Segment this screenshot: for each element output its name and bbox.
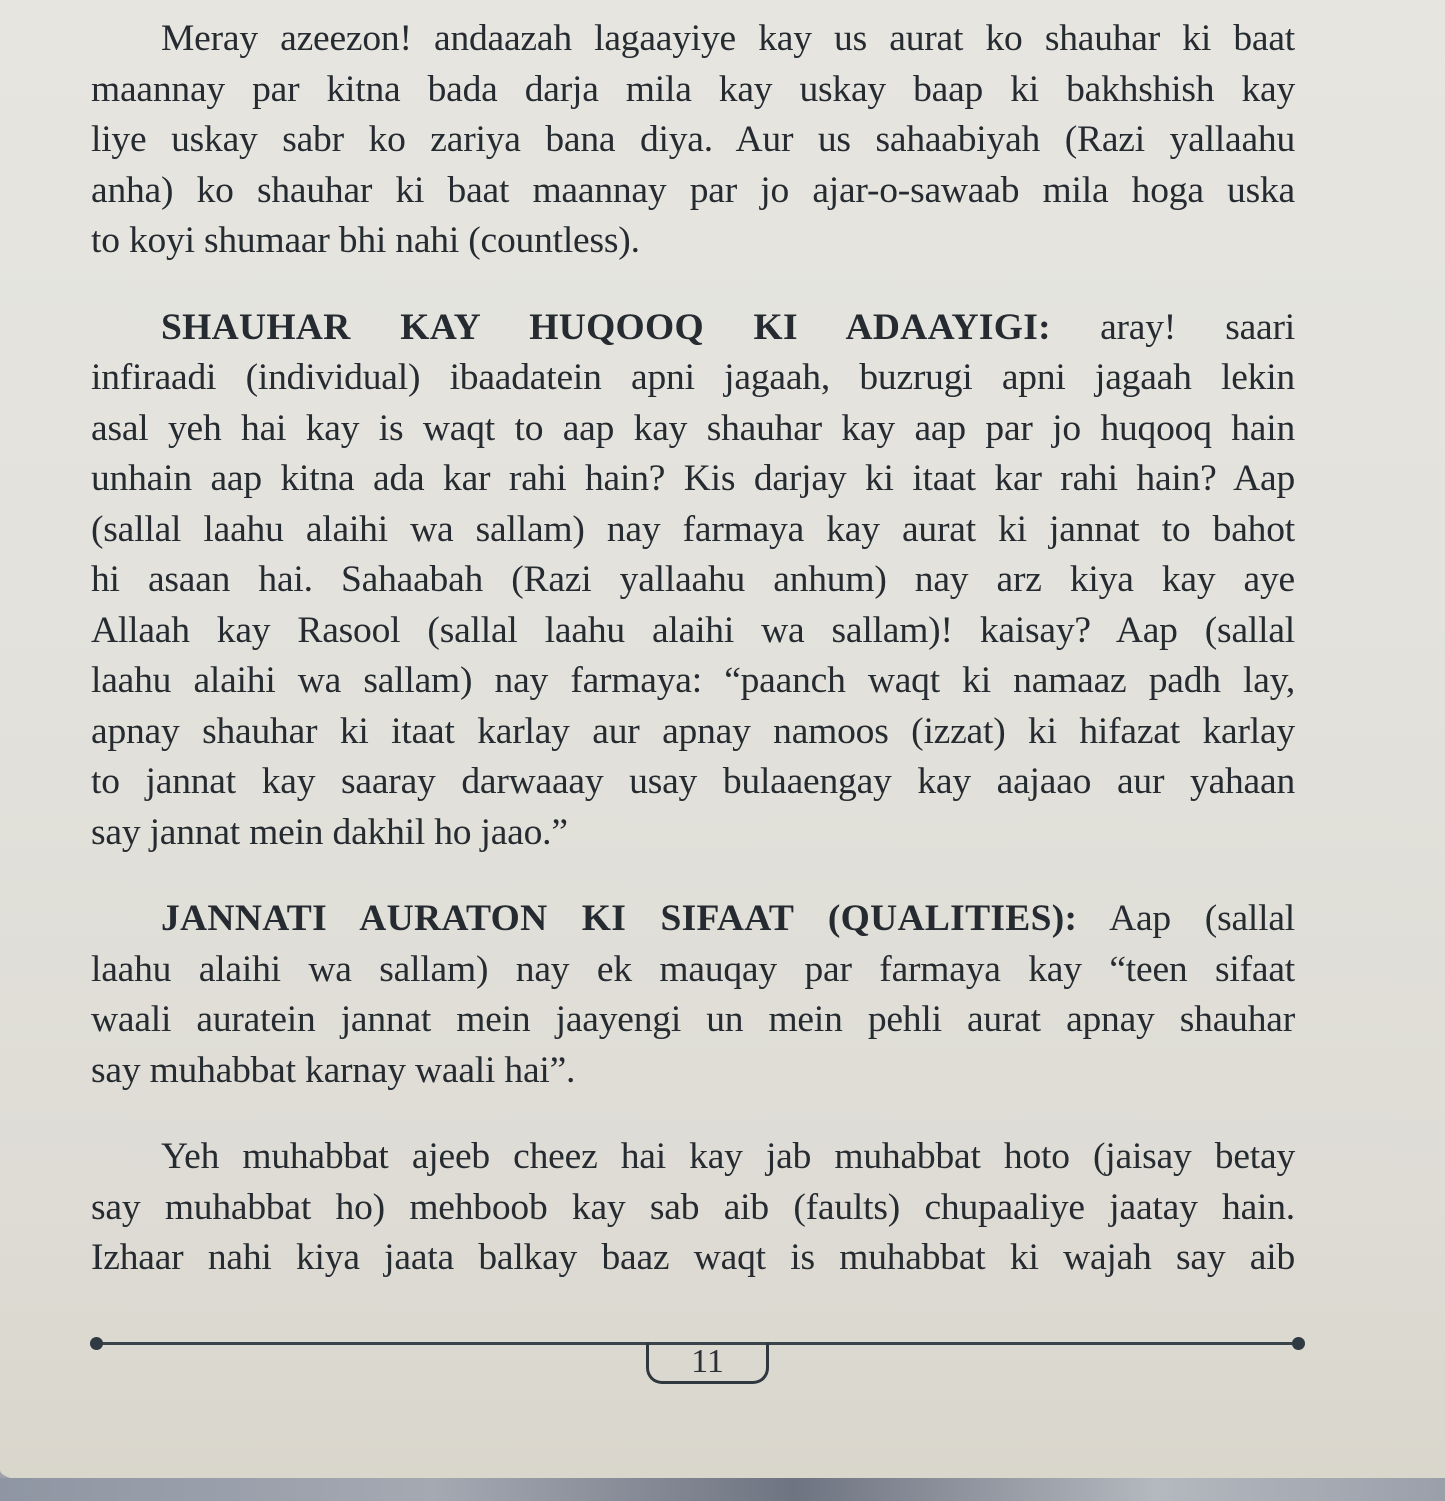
text-line: to koyi shumaar bhi nahi (countless).: [91, 220, 640, 261]
background-surface: [0, 1478, 1445, 1501]
page-number: 11: [691, 1343, 724, 1380]
paragraph-shauhar-kay-huqooq: [91, 303, 1295, 859]
text-line: asal yeh hai kay is waqt to aap kay shauhar kay aap par jo huqooq hain: [91, 407, 1295, 449]
rule-end-dot-icon: [90, 1337, 103, 1350]
text-line: Izhaar nahi kiya jaata balkay baaz waqt is muhabbat ki wajah say aib: [91, 1237, 1295, 1278]
text-line: to jannat kay saaray darwaaay usay bulaaengay kay aajaao aur yahaan: [91, 761, 1295, 802]
paragraph-1: [91, 14, 1295, 267]
text-line: anha) ko shauhar ki baat maannay par jo ajar-o-sawaab mila hoga uska: [91, 169, 1295, 211]
heading-continuation: Aap (sallal: [1109, 898, 1296, 939]
paragraph-muhabbat: [91, 1132, 1295, 1284]
text-line: [91, 894, 1295, 945]
text-line: maannay par kitna bada darja mila kay uskay baap ki bakhshish kay: [91, 68, 1295, 110]
text-line: infiraadi (individual) ibaadatein apni jagaah, buzrugi apni jagaah lekin: [91, 357, 1295, 398]
text-line: waali auratein jannat mein jaayengi un mein pehli aurat apnay shauhar: [91, 999, 1295, 1040]
text-line: unhain aap kitna ada kar rahi hain? Kis darjay ki itaat kar rahi hain? Aap: [91, 458, 1295, 499]
text-line: hi asaan hai. Sahaabah (Razi yallaahu anhum) nay arz kiya kay aye: [91, 559, 1295, 600]
rule-end-dot-icon: [1292, 1337, 1305, 1350]
text-line: Allaah kay Rasool (sallal laahu alaihi wa sallam)! kaisay? Aap (sallal: [91, 609, 1295, 651]
text-line: (sallal laahu alaihi wa sallam) nay farmaya kay aurat ki jannat to bahot: [91, 508, 1295, 550]
text-line: [91, 303, 1295, 354]
text-line: apnay shauhar ki itaat karlay aur apnay namoos (izzat) ki hifazat karlay: [91, 710, 1295, 752]
text-line: Yeh muhabbat ajeeb cheez hai kay jab muhabbat hoto (jaisay betay: [161, 1136, 1295, 1177]
paragraph-jannati-auraton: [91, 894, 1295, 1096]
heading-continuation: aray! saari: [1100, 306, 1295, 348]
page-body: [91, 14, 1295, 1284]
text-line: laahu alaihi wa sallam) nay farmaya: “paanch waqt ki namaaz padh lay,: [91, 660, 1295, 701]
text-line: say jannat mein dakhil ho jaao.”: [91, 811, 568, 853]
text-line: Meray azeezon! andaazah lagaayiye kay us aurat ko shauhar ki baat: [161, 18, 1295, 59]
page-footer: [90, 1336, 1305, 1396]
text-line: say muhabbat karnay waali hai”.: [91, 1049, 576, 1091]
text-line: say muhabbat ho) mehboob kay sab aib (faults) chupaaliye jaatay hain.: [91, 1186, 1295, 1228]
section-heading: JANNATI AURATON KI SIFAAT (QUALITIES):: [161, 898, 1078, 939]
section-heading: SHAUHAR KAY HUQOOQ KI ADAAYIGI:: [161, 306, 1051, 348]
page-number-tab: [646, 1343, 769, 1384]
text-line: liye uskay sabr ko zariya bana diya. Aur us sahaabiyah (Razi yallaahu: [91, 119, 1295, 160]
text-line: laahu alaihi wa sallam) nay ek mauqay par farmaya kay “teen sifaat: [91, 948, 1295, 990]
